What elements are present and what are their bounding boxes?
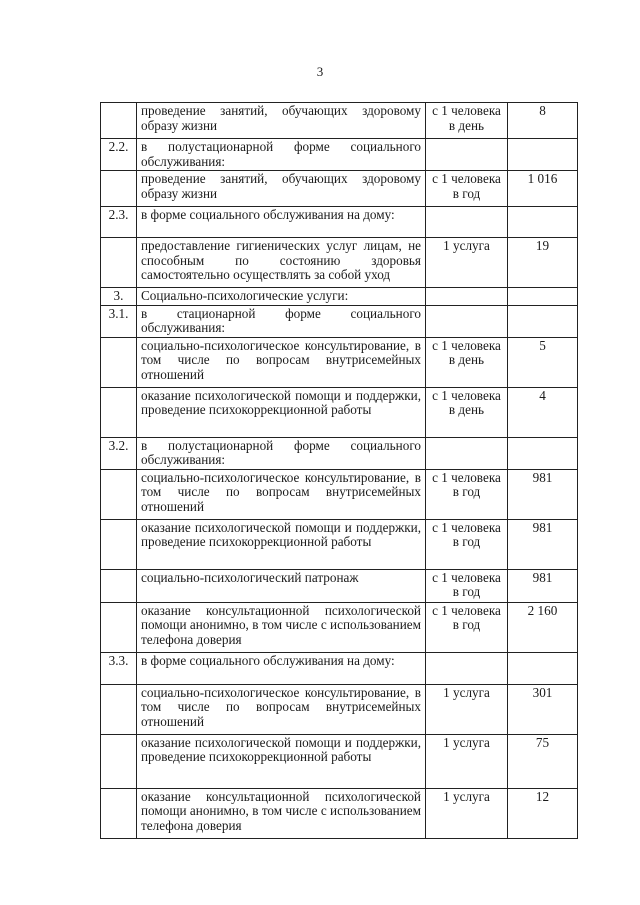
value-cell: 5 [508,337,578,387]
table-row [101,602,578,652]
service-description-cell: в форме социального обслуживания на дому: [137,207,426,238]
value-cell: 981 [508,519,578,569]
table-row [101,207,578,238]
table-row [101,305,578,337]
unit-cell [426,652,508,684]
row-number-cell [101,684,137,734]
table-row [101,788,578,838]
unit-cell: 1 услуга [426,734,508,788]
value-cell: 2 160 [508,602,578,652]
service-description-cell: оказание психологической помощи и поддержки, проведение психокоррекционной работы [137,387,426,437]
table-row [101,139,578,171]
row-number-cell [101,469,137,519]
row-number-cell [101,788,137,838]
row-number-cell [101,569,137,602]
service-description-cell: в форме социального обслуживания на дому: [137,652,426,684]
value-cell [508,207,578,238]
value-cell: 1 016 [508,171,578,207]
row-number-cell: 3.1. [101,305,137,337]
unit-cell: 1 услуга [426,684,508,734]
value-cell: 4 [508,387,578,437]
value-cell: 981 [508,469,578,519]
table-row [101,734,578,788]
service-description-cell: предоставление гигиенических услуг лицам, не способным по состоянию здоровья самостоятельно осуществлять за собой уход [137,238,426,288]
service-description-cell: в полустационарной форме социального обслуживания: [137,139,426,171]
unit-cell [426,139,508,171]
value-cell [508,437,578,469]
unit-cell: с 1 человека в год [426,602,508,652]
services-table-body [101,103,578,839]
service-description-cell: социально-психологическое консультирование, в том числе по вопросам внутрисемейных отношений [137,337,426,387]
service-description-cell: оказание психологической помощи и поддержки, проведение психокоррекционной работы [137,734,426,788]
row-number-cell [101,103,137,139]
value-cell: 12 [508,788,578,838]
table-row [101,103,578,139]
value-cell [508,652,578,684]
unit-cell: 1 услуга [426,238,508,288]
table-row [101,519,578,569]
unit-cell: с 1 человека в год [426,519,508,569]
table-row [101,569,578,602]
service-description-cell: в полустационарной форме социального обслуживания: [137,437,426,469]
unit-cell [426,305,508,337]
row-number-cell: 2.3. [101,207,137,238]
table-row [101,652,578,684]
service-description-cell: социально-психологический патронаж [137,569,426,602]
service-description-cell: в стационарной форме социального обслуживания: [137,305,426,337]
value-cell [508,305,578,337]
table-row [101,437,578,469]
unit-cell: с 1 человека в год [426,569,508,602]
row-number-cell [101,337,137,387]
table-row [101,684,578,734]
value-cell: 301 [508,684,578,734]
service-description-cell: Социально-психологические услуги: [137,288,426,306]
unit-cell [426,437,508,469]
table-row [101,288,578,306]
table-row [101,171,578,207]
unit-cell: с 1 человека в год [426,469,508,519]
value-cell: 75 [508,734,578,788]
unit-cell [426,207,508,238]
value-cell: 8 [508,103,578,139]
row-number-cell [101,734,137,788]
service-description-cell: социально-психологическое консультирование, в том числе по вопросам внутрисемейных отношений [137,469,426,519]
value-cell [508,288,578,306]
row-number-cell [101,519,137,569]
service-description-cell: проведение занятий, обучающих здоровому образу жизни [137,171,426,207]
row-number-cell: 2.2. [101,139,137,171]
value-cell [508,139,578,171]
table-row [101,238,578,288]
service-description-cell: социально-психологическое консультирование, в том числе по вопросам внутрисемейных отношений [137,684,426,734]
table-row [101,469,578,519]
service-description-cell: оказание консультационной психологической помощи анонимно, в том числе с использованием телефона доверия [137,788,426,838]
row-number-cell: 3. [101,288,137,306]
page-number: 3 [316,64,324,79]
row-number-cell [101,238,137,288]
row-number-cell: 3.3. [101,652,137,684]
unit-cell: с 1 человека в день [426,337,508,387]
service-description-cell: оказание консультационной психологической помощи анонимно, в том числе с использованием телефона доверия [137,602,426,652]
table-row [101,387,578,437]
unit-cell: с 1 человека в день [426,387,508,437]
row-number-cell [101,171,137,207]
services-table [100,102,578,839]
row-number-cell [101,602,137,652]
unit-cell [426,288,508,306]
unit-cell: 1 услуга [426,788,508,838]
service-description-cell: проведение занятий, обучающих здоровому образу жизни [137,103,426,139]
value-cell: 981 [508,569,578,602]
value-cell: 19 [508,238,578,288]
unit-cell: с 1 человека в год [426,171,508,207]
unit-cell: с 1 человека в день [426,103,508,139]
service-description-cell: оказание психологической помощи и поддержки, проведение психокоррекционной работы [137,519,426,569]
row-number-cell [101,387,137,437]
row-number-cell: 3.2. [101,437,137,469]
table-row [101,337,578,387]
